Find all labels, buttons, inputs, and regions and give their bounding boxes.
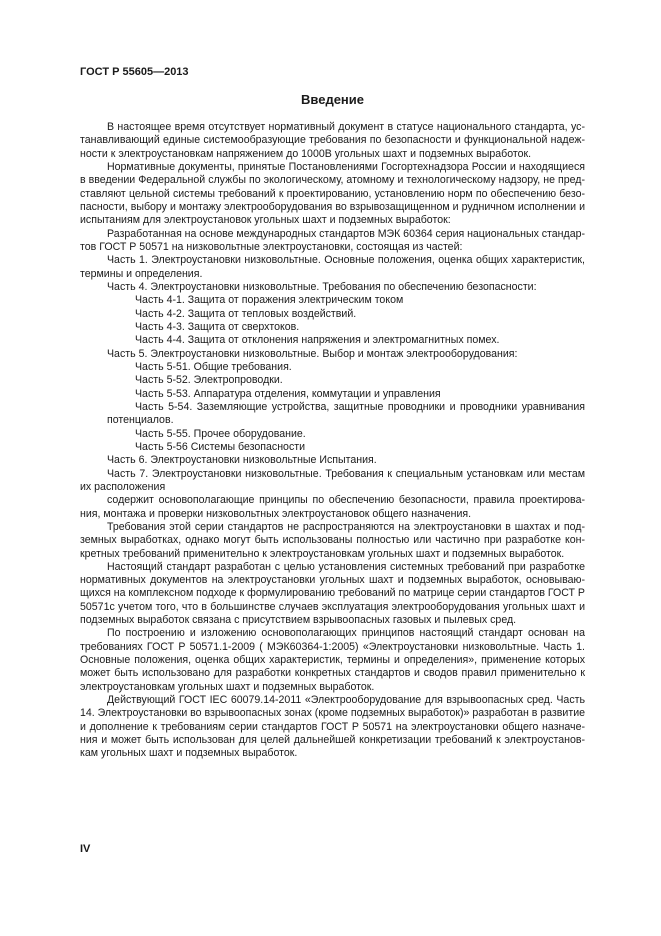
list-item: Часть 5-51. Общие требования. [135, 360, 292, 373]
document-number-header: ГОСТ Р 55605—2013 [80, 66, 189, 78]
text-line: электроустановкам угольных шахт и подземных выработок. [80, 680, 375, 693]
list-item: Часть 4-2. Защита от тепловых воздействий. [135, 307, 357, 320]
list-item: Часть 4-4. Защита от отклонения напряжения и электромагнитных помех. [135, 334, 500, 347]
text-line: может быть использовано для разработки конкретных стандартов и сводов правил применительно к [80, 667, 585, 680]
text-line: ния, монтажа и проверки низковольтных электроустановок общего назначения. [80, 507, 472, 520]
list-item: Часть 4. Электроустановки низковольтные. Требования по обеспечению безопасности: [107, 280, 537, 293]
text-line: 14. Электроустановки во взрывоопасных зонах (кроме подземных выработок)» разработан в развитие [80, 707, 585, 720]
text-line: По построению и изложению основополагающих принципов настоящий стандарт основан на [107, 627, 585, 640]
text-line: ния и может быть использован для целей дальнейшей конкретизации требований к электроустанов- [80, 734, 585, 747]
text-line: ставляют цельной системы требований к проектированию, установлению норм по обеспечению безо- [80, 187, 585, 200]
list-item: Часть 7. Электроустановки низковольтные. Требования к специальным установкам или местам [107, 467, 585, 480]
text-line: Требования этой серии стандартов не распространяются на электроустановки в шахтах и под- [107, 520, 585, 533]
list-item: Часть 5-54. Заземляющие устройства, защитные проводники и проводники уравнивания [135, 400, 585, 413]
list-item: Часть 4-3. Защита от сверхтоков. [135, 320, 300, 333]
document-body [80, 121, 585, 761]
text-line: Настоящий стандарт разработан с целью установления системных требований при разработке [107, 560, 585, 573]
page-number: IV [80, 843, 91, 855]
list-item: Часть 4-1. Защита от поражения электрическим током [135, 294, 404, 307]
list-item: Часть 5-53. Аппаратура отделения, коммутации и управления [135, 387, 441, 400]
text-line: Основные положения, оценка общих характеристик, термины и определения», применение которых [80, 654, 585, 667]
text-line: потенциалов. [107, 414, 174, 427]
text-line: в введении Федеральной службы по экологическому, атомному и технологическому надзору, не пред- [80, 174, 585, 187]
text-line: Нормативные документы, принятые Постановлениями Госгортехнадзора России и находящиеся [107, 160, 585, 173]
list-item: Часть 5-55. Прочее оборудование. [135, 427, 306, 440]
list-item: Часть 5-56 Системы безопасности [135, 440, 306, 453]
text-line: кам угольных шахт и подземных выработок. [80, 747, 298, 760]
text-line: щихся на комплексном подходе к формулированию требований по матрице серии стандартов ГОСТ Р [80, 587, 585, 600]
text-line: В настоящее время отсутствует нормативный документ в статусе национального стандарта, ус- [107, 121, 585, 133]
list-item: Часть 5-52. Электропроводки. [135, 374, 283, 387]
text-line: термины и определения. [80, 267, 203, 280]
text-line: испытаниям для электроустановок угольных шахт и подземных выработок: [80, 214, 451, 227]
list-item: Часть 1. Электроустановки низковольтные. Основные положения, оценка общих характеристик, [107, 254, 585, 267]
text-line: их расположения [80, 480, 166, 493]
text-line: подземных выработок связана с присутствием взрывоопасных газовых и пылевых сред. [80, 614, 517, 627]
list-item: Часть 6. Электроустановки низковольтные Испытания. [107, 454, 377, 467]
text-line: земных выработках, однако могут быть использованы полностью или частично при разработке кон- [80, 534, 585, 547]
text-line: нормативных документов на электроустановки угольных шахт и подземных выработок, основываю- [80, 574, 585, 587]
text-line: и дополнение к требованиям серии стандартов ГОСТ Р 50571 на электроустановки общего назначе- [80, 720, 585, 733]
text-line: Разработанная на основе международных стандартов МЭК 60364 серия национальных стандар- [107, 227, 585, 240]
text-line: кретных требований применительно к электроустановкам угольных шахт и подземных выработок. [80, 547, 565, 560]
text-line: требованиях ГОСТ Р 50571.1-2009 ( МЭК60364-1:2005) «Электроустановки низковольтные. Часть 1. [80, 640, 585, 653]
section-title: Введение [301, 92, 364, 107]
text-line: танавливающий единые системообразующие требования по безопасности и функциональной надеж- [80, 134, 585, 147]
text-line: пасности, выбору и монтажу электрооборудования во взрывозащищенном и рудничном исполнении и [80, 200, 585, 213]
text-line: 50571с учетом того, что в большинстве случаев эксплуатация электрооборудования угольных шахт и [80, 600, 585, 613]
text-line: тов ГОСТ Р 50571 на низковольтные электроустановки, состоящая из частей: [80, 240, 463, 253]
text-line: ности к электроустановкам напряжением до 1000В угольных шахт и подземных выработок. [80, 147, 532, 160]
text-line: Действующий ГОСТ IEC 60079.14-2011 «Электрооборудование для взрывоопасных сред. Часть [107, 694, 585, 707]
text-line: содержит основополагающие принципы по обеспечению безопасности, правила проектирова- [107, 494, 585, 507]
list-item: Часть 5. Электроустановки низковольтные. Выбор и монтаж электрооборудования: [107, 347, 518, 360]
